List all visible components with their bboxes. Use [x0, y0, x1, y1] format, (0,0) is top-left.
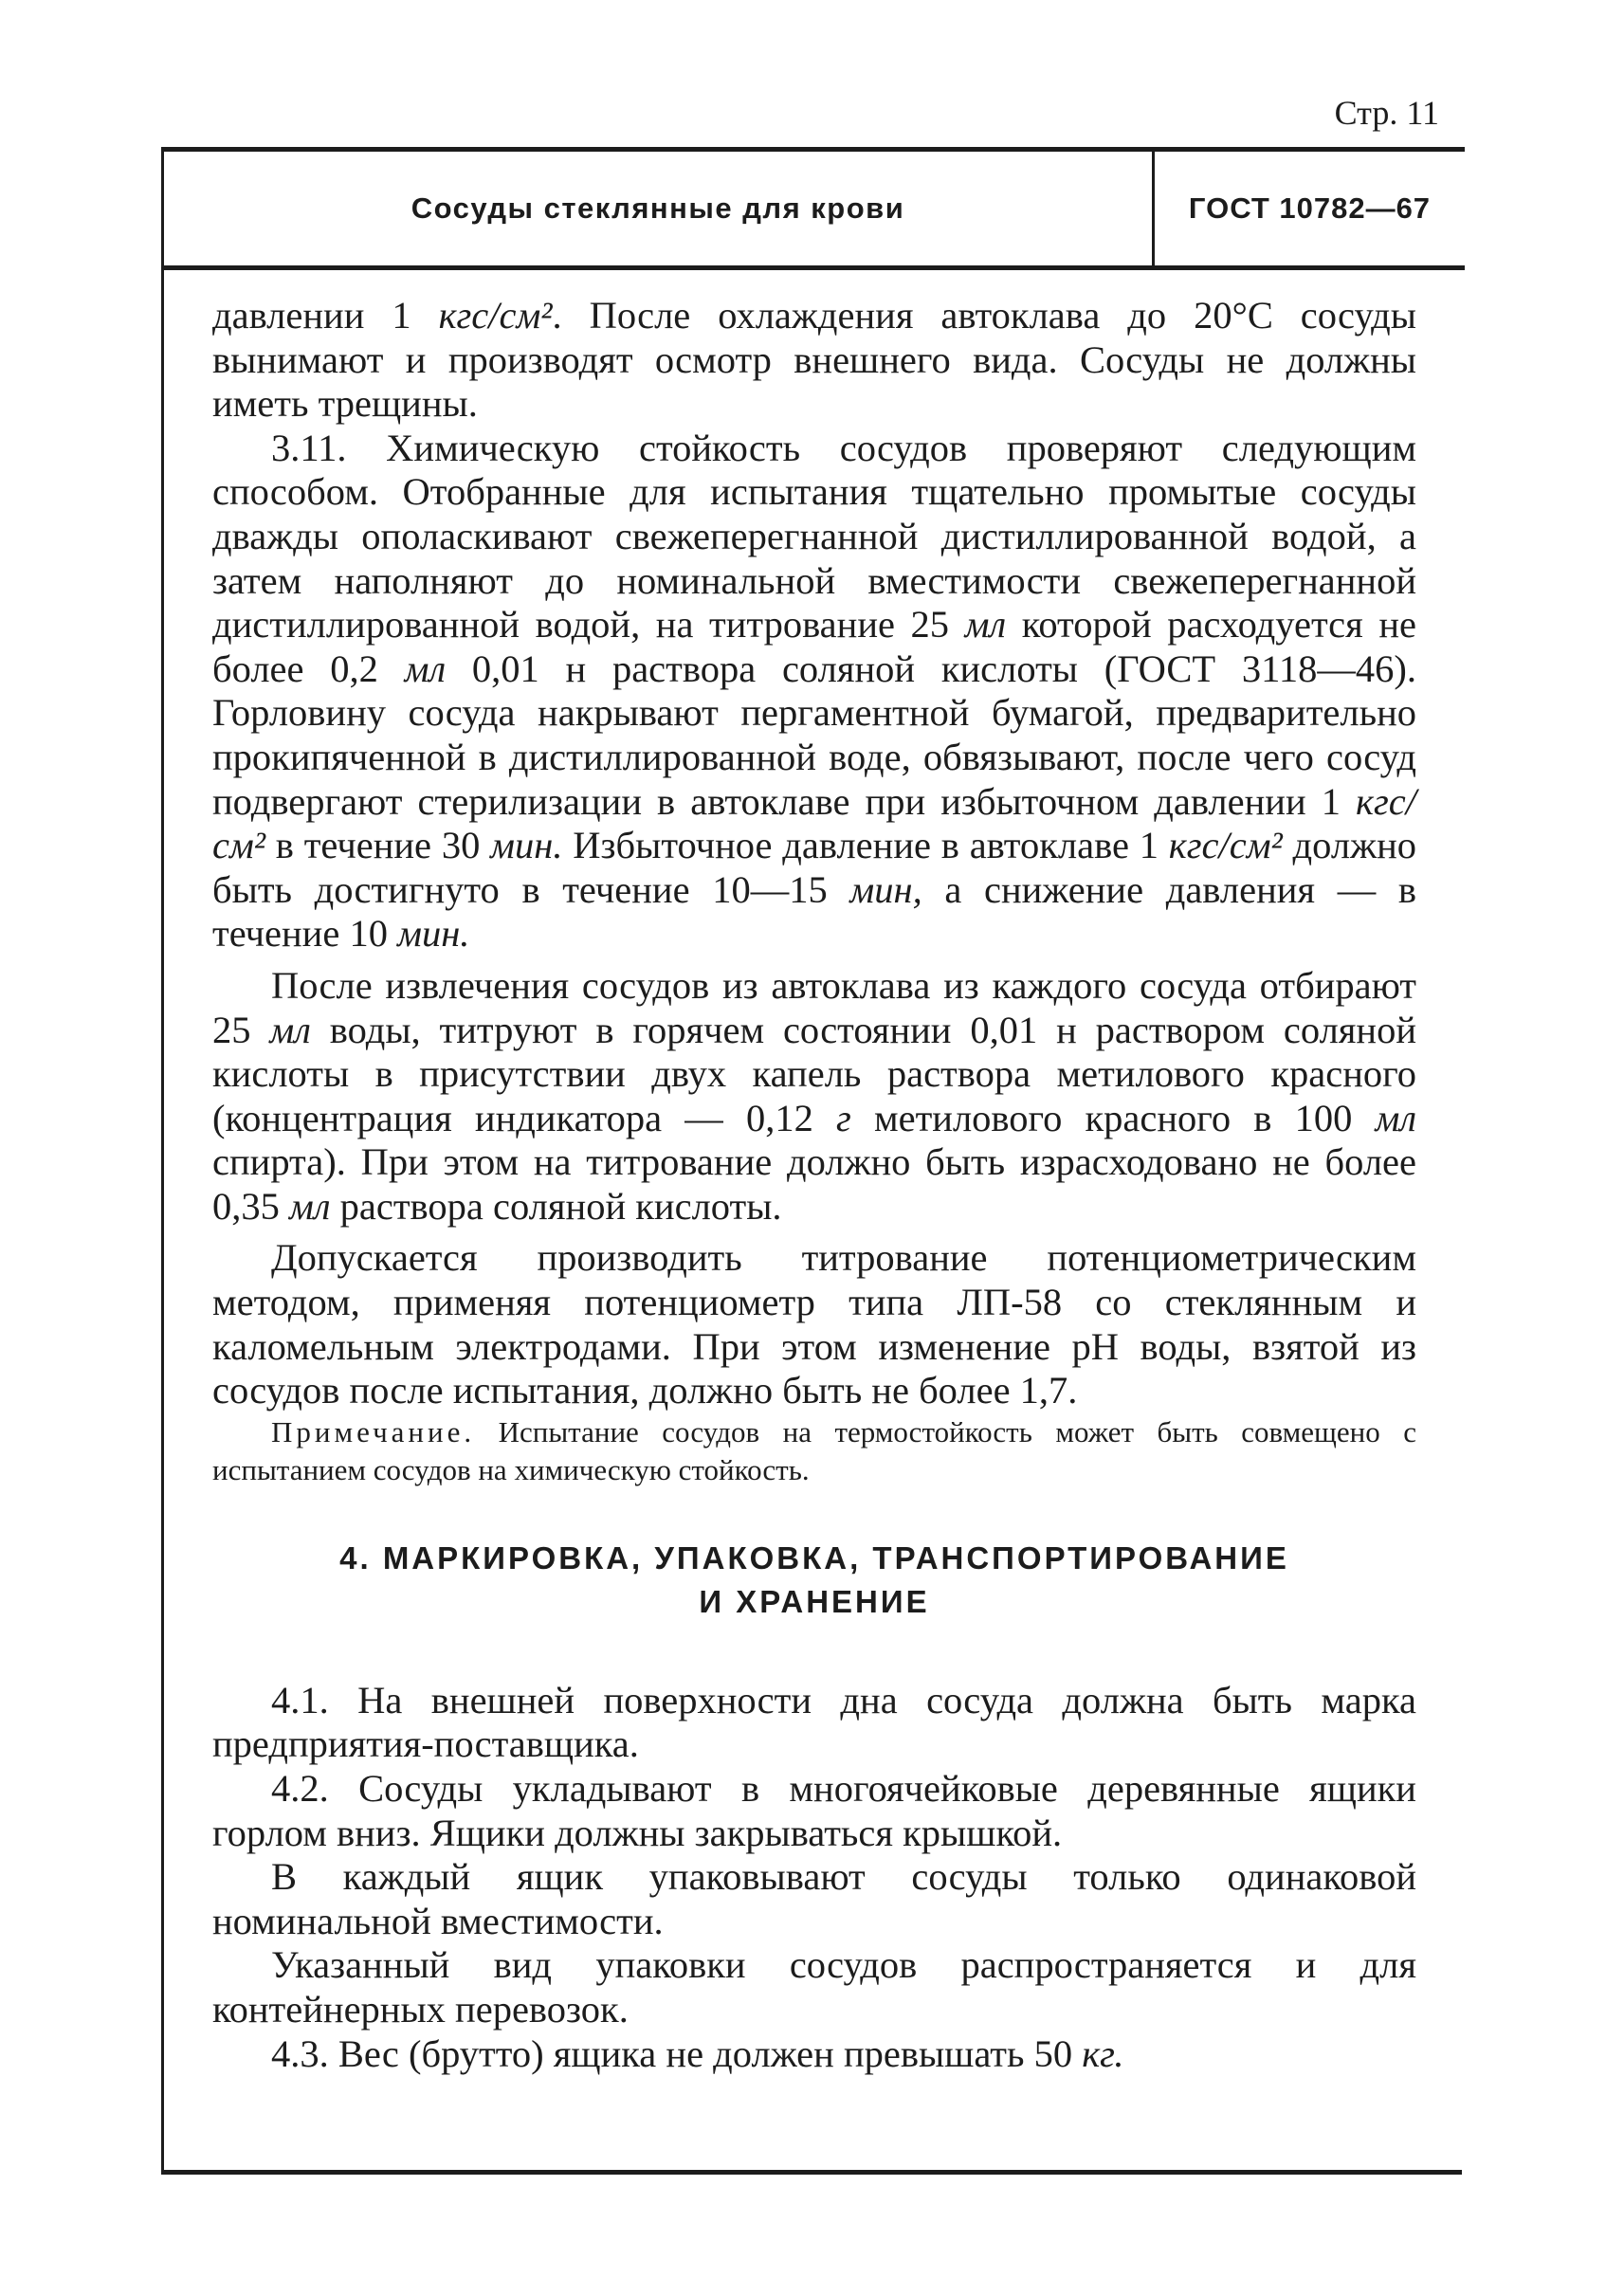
note-label: Примечание.: [271, 1414, 476, 1448]
paragraph: Указанный вид упаковки сосудов распространяется и для контейнерных перевозок.: [212, 1943, 1416, 2031]
paragraph: давлении 1 кгс/см². После охлаждения автоклава до 20°С сосуды вынимают и производят осмотр внешнего вида. Сосуды не должны иметь трещины.: [212, 294, 1416, 426]
section-heading-4: 4. МАРКИРОВКА, УПАКОВКА, ТРАНСПОРТИРОВАНИЕ И ХРАНЕНИЕ: [339, 1539, 1289, 1619]
note: Примечание. Испытание сосудов на термостойкость может быть совмещено с испытанием сосудов на химическую стойкость.: [212, 1414, 1416, 1486]
paragraph-4-2: 4.2. Сосуды укладывают в многоячейковые деревянные ящики горлом вниз. Ящики должны закрываться крышкой.: [212, 1767, 1416, 1854]
paragraph-4-3: 4.3. Вес (брутто) ящика не должен превышать 50 кг.: [271, 2031, 1124, 2075]
paragraph-4-1: 4.1. На внешней поверхности дна сосуда должна быть марка предприятия-поставщика.: [212, 1678, 1416, 1766]
bottom-border-rule: [161, 2170, 1462, 2175]
document-header: [161, 147, 1465, 270]
left-border-rule: [161, 261, 164, 2174]
paragraph-3-11: 3.11. Химическую стойкость сосудов проверяют следующим способом. Отобранные для испытания тщательно промытые сосуды дважды ополаскивают свежеперегнанной дистиллированной водой, а затем наполняют до номинальной вместимости свежеперегнанной дистиллированной водой, на титрование 25 мл которой расходуется не более 0,2 мл 0,01 н раствора соляной кислоты (ГОСТ 3118—46). Горловину сосуда накрывают пергаментной бумагой, предварительно прокипяченной в дистиллированной воде, обвязывают, после чего сосуд подвергают стерилизации в автоклаве при избыточном давлении 1 кгс/см² в течение 30 мин. Избыточное давление в автоклаве 1 кгс/см² должно быть достигнуто в течение 10—15 мин, а снижение давления — в течение 10 мин.: [212, 426, 1416, 956]
standard-number: ГОСТ 10782—67: [1188, 191, 1432, 225]
page-body: [212, 294, 1416, 2076]
paragraph: Допускается производить титрование потенциометрическим методом, применяя потенциометр типа ЛП-58 со стеклянным и каломельным электродами. При этом изменение рН воды, взятой из сосудов после испытания, должно быть не более 1,7.: [212, 1236, 1416, 1412]
document-title: Сосуды стеклянные для крови: [164, 152, 1155, 265]
paragraph: После извлечения сосудов из автоклава из каждого сосуда отбирают 25 мл воды, титруют в горячем состоянии 0,01 н раствором соляной кислоты в присутствии двух капель раствора метилового красного (концентрация индикатора — 0,12 г метилового красного в 100 мл спирта). При этом на титрование должно быть израсходовано не более 0,35 мл раствора соляной кислоты.: [212, 963, 1417, 1228]
page-number: Стр. 11: [1334, 94, 1439, 132]
paragraph: В каждый ящик упаковывают сосуды только одинаковой номинальной вместимости.: [212, 1855, 1416, 1942]
